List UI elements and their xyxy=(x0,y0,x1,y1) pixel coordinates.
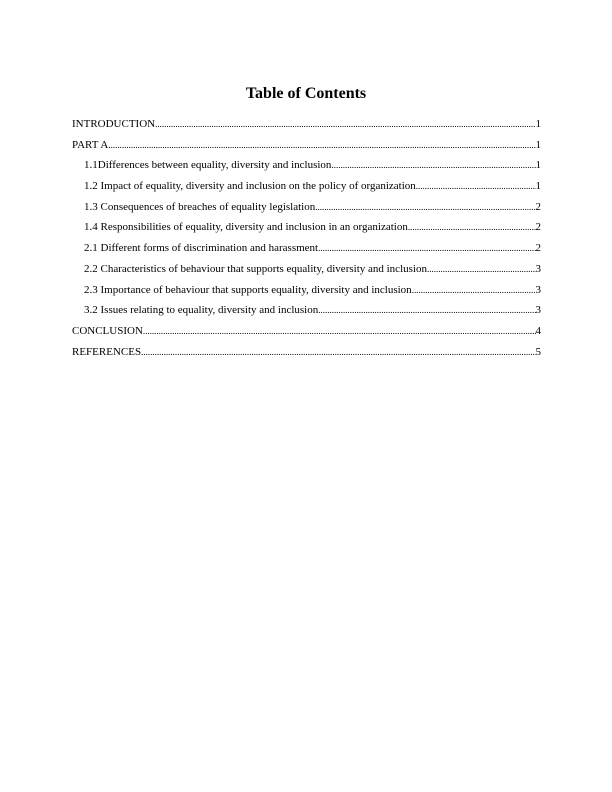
toc-entry-text: CONCLUSION xyxy=(72,324,143,337)
toc-entry-text: 1.4 Responsibilities of equality, diversity and inclusion in an organization xyxy=(84,221,408,234)
toc-entry-part-a[interactable] xyxy=(72,138,541,159)
toc-list xyxy=(72,117,541,365)
toc-page-number: 2 xyxy=(535,200,541,213)
toc-page-number: 3 xyxy=(535,304,541,317)
toc-page-number: 3 xyxy=(535,283,541,296)
toc-dot-leader xyxy=(315,200,535,214)
toc-dot-leader xyxy=(408,220,536,234)
toc-entry-text: 3.2 Issues relating to equality, diversity and inclusion xyxy=(84,304,319,317)
toc-dot-leader xyxy=(318,241,535,255)
toc-entry-introduction[interactable] xyxy=(72,117,541,138)
toc-entry-1-4[interactable] xyxy=(72,220,541,241)
toc-dot-leader xyxy=(416,179,536,193)
toc-dot-leader xyxy=(108,138,535,152)
toc-entry-2-3[interactable] xyxy=(72,283,541,304)
toc-entry-conclusion[interactable] xyxy=(72,324,541,345)
toc-dot-leader xyxy=(412,283,536,297)
toc-entry-text: 1.1Differences between equality, diversity and inclusion xyxy=(84,159,332,172)
toc-page-number: 4 xyxy=(535,324,541,337)
toc-title: Table of Contents xyxy=(245,85,367,102)
toc-page-number: 1 xyxy=(535,138,541,151)
toc-entry-1-2[interactable] xyxy=(72,179,541,200)
toc-page-number: 1 xyxy=(535,118,541,130)
toc-page-number: 1 xyxy=(535,159,541,172)
toc-entry-text: PART A xyxy=(72,138,109,151)
toc-entry-references[interactable] xyxy=(72,345,541,366)
toc-dot-leader xyxy=(141,345,535,359)
toc-page-number: 2 xyxy=(535,242,541,255)
toc-entry-text: 2.2 Characteristics of behaviour that supports equality, diversity and inclusion xyxy=(84,262,427,275)
toc-entry-1-1[interactable] xyxy=(72,158,541,179)
toc-entry-text: 1.2 Impact of equality, diversity and inclusion on the policy of organization xyxy=(84,180,416,193)
toc-entry-2-2[interactable] xyxy=(72,262,541,283)
toc-page-number: 5 xyxy=(535,345,541,358)
toc-page-number: 3 xyxy=(535,262,541,275)
toc-dot-leader xyxy=(427,262,536,276)
toc-dot-leader xyxy=(318,303,535,317)
toc-dot-leader xyxy=(331,158,535,172)
toc-entry-text: 1.3 Consequences of breaches of equality legislation xyxy=(84,200,316,213)
toc-entry-2-1[interactable] xyxy=(72,241,541,262)
toc-entry-1-3[interactable] xyxy=(72,200,541,221)
toc-page-number: 1 xyxy=(535,180,541,193)
toc-entry-text: 2.3 Importance of behaviour that supports equality, diversity and inclusion xyxy=(84,283,412,296)
toc-page-number: 2 xyxy=(535,221,541,234)
toc-entry-text: REFERENCES xyxy=(72,345,142,358)
toc-entry-text: 2.1 Different forms of discrimination and harassment xyxy=(84,242,319,255)
toc-entry-3-2[interactable] xyxy=(72,303,541,324)
toc-dot-leader xyxy=(143,324,536,338)
toc-dot-leader xyxy=(155,117,535,131)
toc-entry-text: INTRODUCTION xyxy=(72,118,156,130)
